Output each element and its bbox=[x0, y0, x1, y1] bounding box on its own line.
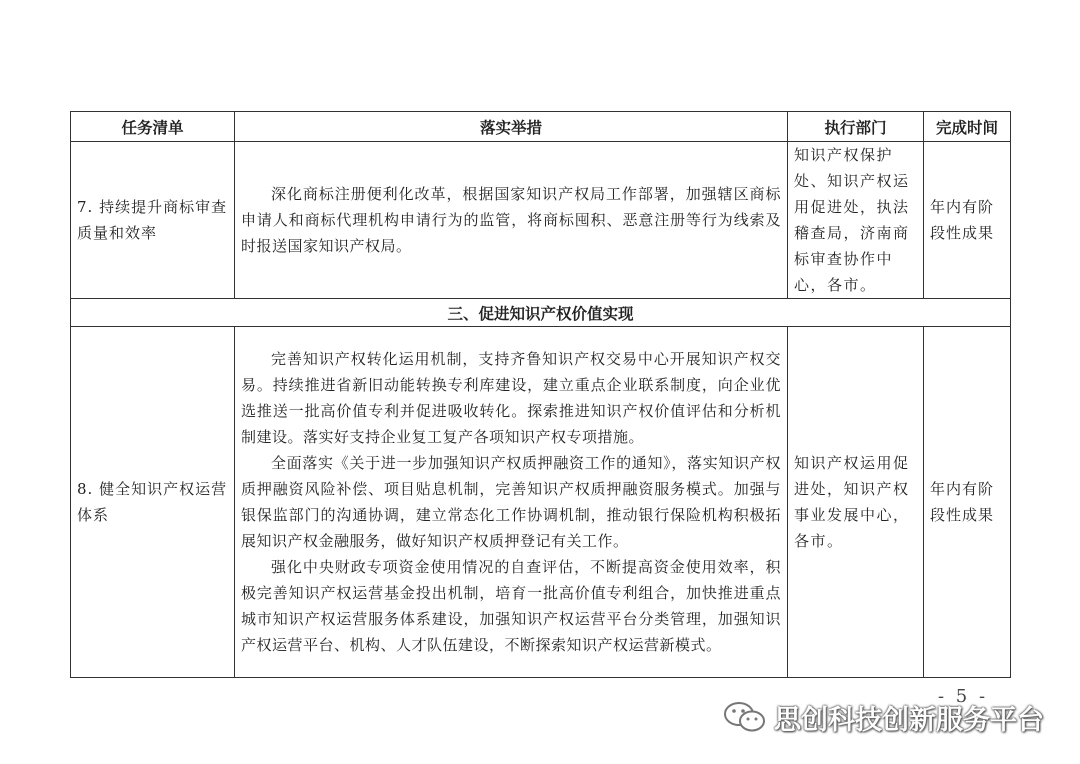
department-cell: 知识产权保护处、知识产权运用促进处，执法稽查局，济南商标审查协作中心，各市。 bbox=[788, 142, 924, 299]
table-header-row bbox=[71, 112, 1011, 142]
page-number: - 5 - bbox=[938, 686, 989, 707]
deadline-cell: 年内有阶段性成果 bbox=[924, 142, 1011, 299]
table-row bbox=[71, 142, 1011, 299]
measure-paragraph: 完善知识产权转化运用机制，支持齐鲁知识产权交易中心开展知识产权交易。持续推进省新旧动能转换专利库建设，建立重点企业联系制度，向企业优选推送一批高价值专利并促进吸收转化。探索推进知识产权价值评估和分析机制建设。落实好支持企业复工复产各项知识产权专项措施。 bbox=[241, 350, 781, 446]
watermark bbox=[722, 700, 1044, 734]
header-measures: 落实举措 bbox=[235, 112, 788, 142]
header-task-list: 任务清单 bbox=[71, 112, 235, 142]
watermark-text: 思创科技创新服务平台 bbox=[774, 704, 1044, 736]
table-row bbox=[71, 327, 1011, 678]
department-cell: 知识产权运用促进处，知识产权事业发展中心，各市。 bbox=[788, 327, 924, 678]
measure-paragraph: 强化中央财政专项资金使用情况的自查评估，不断提高资金使用效率，积极完善知识产权运营基金投出机制，培育一批高价值专利组合，加快推进重点城市知识产权运营服务体系建设，加强知识产权运营平台分类管理，加强知识产权运营平台、机构、人才队伍建设，不断探索知识产权运营新模式。 bbox=[241, 558, 781, 654]
wechat-icon bbox=[722, 700, 768, 734]
section-title: 三、促进知识产权价值实现 bbox=[71, 299, 1011, 327]
measure-cell bbox=[235, 142, 788, 299]
header-department: 执行部门 bbox=[788, 112, 924, 142]
task-table bbox=[70, 111, 1011, 678]
measure-paragraph: 深化商标注册便利化改革，根据国家知识产权局工作部署，加强辖区商标申请人和商标代理机构申请行为的监管，将商标囤积、恶意注册等行为线索及时报送国家知识产权局。 bbox=[241, 185, 781, 255]
task-cell: 8. 健全知识产权运营体系 bbox=[71, 327, 235, 678]
task-cell: 7. 持续提升商标审查质量和效率 bbox=[71, 142, 235, 299]
measure-paragraph: 全面落实《关于进一步加强知识产权质押融资工作的通知》，落实知识产权质押融资风险补偿、项目贴息机制，完善知识产权质押融资服务模式。加强与银保监部门的沟通协调，建立常态化工作协调机制，推动银行保险机构积极拓展知识产权金融服务，做好知识产权质押登记有关工作。 bbox=[241, 454, 781, 550]
measure-cell bbox=[235, 327, 788, 678]
section-row bbox=[71, 299, 1011, 327]
deadline-cell: 年内有阶段性成果 bbox=[924, 327, 1011, 678]
header-deadline: 完成时间 bbox=[924, 112, 1011, 142]
